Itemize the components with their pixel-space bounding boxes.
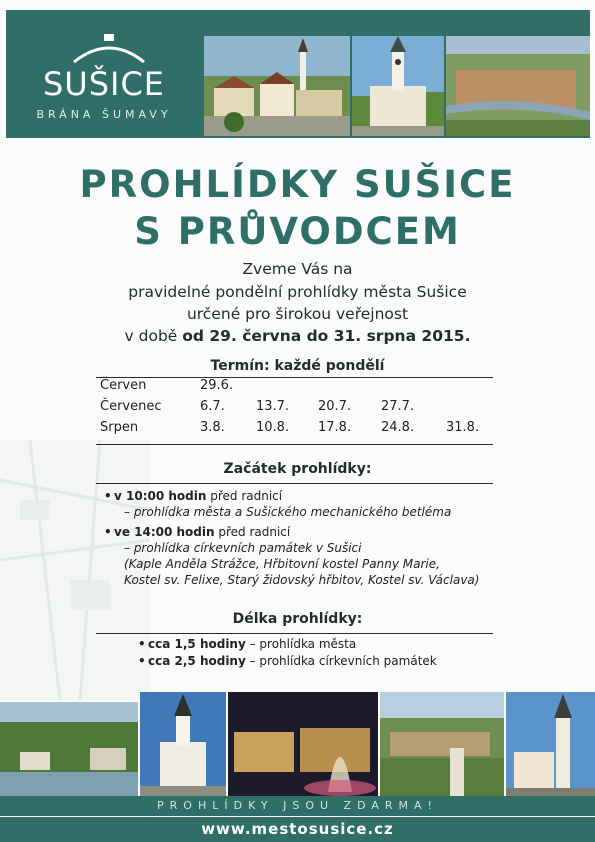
riverside-photo [0, 702, 138, 796]
list-item [104, 524, 504, 588]
schedule-row [96, 420, 496, 441]
page-title-line1: PROHLÍDKY SUŠICE [79, 163, 516, 206]
start-time: v 10:00 hodin [114, 489, 207, 503]
duration-description: – prohlídka církevních památek [245, 654, 437, 668]
schedule-date: 27.7. [381, 399, 415, 414]
duration-list [138, 636, 437, 670]
schedule-table [96, 378, 496, 441]
start-description: – prohlídka města a Sušického mechanického betléma [124, 505, 452, 519]
schedule-date: 31.8. [446, 420, 480, 435]
intro-line4 [0, 327, 595, 345]
header-banner [6, 10, 590, 138]
start-description-detail: Kostel sv. Felixe, Starý židovský hřbitov, Kostel sv. Václava) [124, 573, 480, 587]
schedule-date: 29.6. [200, 378, 234, 393]
schedule-date: 13.7. [256, 399, 290, 414]
footer-photo-strip [0, 688, 595, 796]
town-hall-photo [352, 36, 444, 136]
schedule-month: Červen [100, 378, 147, 393]
fountain-night-photo [228, 692, 378, 796]
list-item [104, 488, 504, 520]
church-tower-photo [506, 692, 595, 796]
duration-rule [96, 633, 493, 634]
start-rule [96, 483, 493, 484]
schedule-date: 3.8. [200, 420, 225, 435]
start-description: – prohlídka církevních památek v Sušici [124, 541, 362, 555]
intro-line1: Zveme Vás na [242, 260, 353, 278]
logo-arc-icon [70, 32, 148, 66]
aerial-view-photo [446, 36, 590, 136]
town-panorama-photo [380, 692, 504, 796]
schedule-rule-bottom [96, 444, 493, 445]
page-title-line2: S PRŮVODCEM [134, 210, 461, 253]
duration-time: cca 1,5 hodiny [148, 637, 246, 651]
intro-line4-prefix: v době [124, 327, 183, 345]
schedule-heading: Termín: každé pondělí [210, 358, 385, 374]
start-place: před radnicí [206, 489, 283, 503]
website-link[interactable]: www.mestosusice.cz [201, 820, 394, 838]
duration-description: – prohlídka města [245, 637, 357, 651]
list-item [138, 636, 437, 653]
free-banner-text: PROHLÍDKY JSOU ZDARMA! [157, 799, 438, 812]
start-heading: Začátek prohlídky: [223, 461, 372, 477]
brand-logo [6, 10, 202, 138]
schedule-date: 24.8. [381, 420, 415, 435]
schedule-month: Srpen [100, 420, 139, 435]
schedule-row [96, 378, 496, 399]
intro-date-range: od 29. června do 31. srpna 2015. [182, 327, 471, 345]
start-time: ve 14:00 hodin [114, 525, 215, 539]
brand-tagline: BRÁNA ŠUMAVY [36, 108, 172, 121]
intro-line2: pravidelné pondělní prohlídky města Sušice [128, 283, 467, 301]
duration-heading: Délka prohlídky: [232, 611, 363, 627]
duration-time: cca 2,5 hodiny [148, 654, 246, 668]
schedule-date: 20.7. [318, 399, 352, 414]
intro-line3: určené pro širokou veřejnost [186, 305, 409, 323]
list-item [138, 653, 437, 670]
town-square-photo [204, 36, 350, 136]
schedule-row [96, 399, 496, 420]
start-place: před radnicí [214, 525, 291, 539]
brand-name: SUŠICE [42, 65, 166, 103]
chapel-photo [140, 692, 226, 796]
start-description-detail: (Kaple Anděla Strážce, Hřbitovní kostel Panny Marie, [124, 557, 440, 571]
schedule-date: 10.8. [256, 420, 290, 435]
schedule-month: Červenec [100, 399, 162, 414]
start-list [104, 488, 504, 590]
schedule-date: 6.7. [200, 399, 225, 414]
schedule-date: 17.8. [318, 420, 352, 435]
